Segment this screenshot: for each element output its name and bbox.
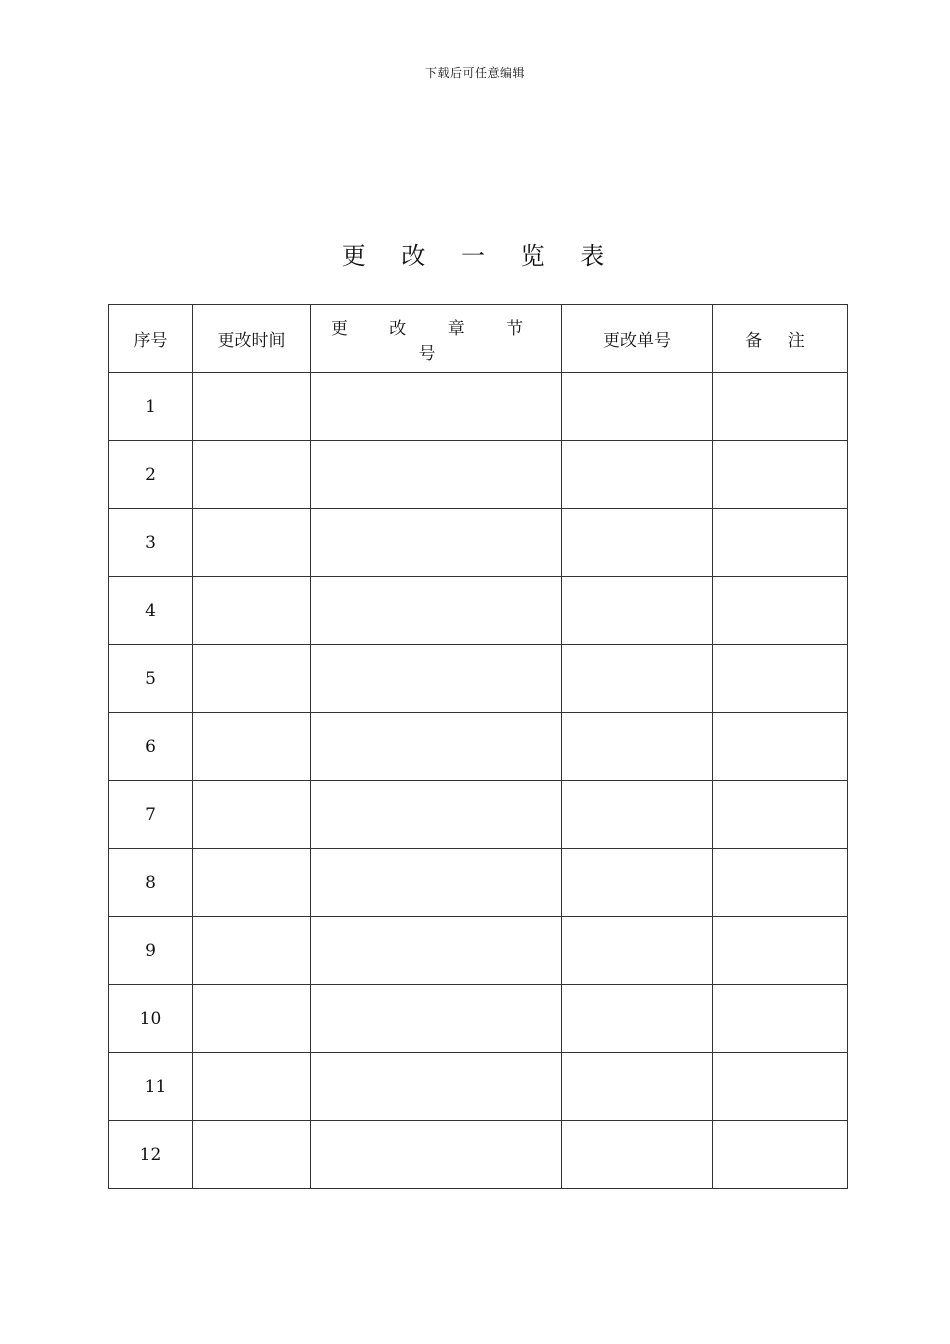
table-row: [109, 1053, 848, 1121]
cell-change-time[interactable]: [193, 373, 311, 441]
cell-change-time[interactable]: [193, 577, 311, 645]
cell-change-section[interactable]: [311, 373, 562, 441]
row-seq: 1: [109, 373, 193, 441]
page-title: 更 改 一 览 表: [341, 242, 619, 270]
row-seq: 2: [109, 441, 193, 509]
header-seq: 序号: [109, 305, 193, 373]
table-row: [109, 713, 848, 781]
row-seq: 5: [109, 645, 193, 713]
cell-change-time[interactable]: [193, 849, 311, 917]
table-row: [109, 849, 848, 917]
cell-change-time[interactable]: [193, 713, 311, 781]
cell-change-time[interactable]: [193, 917, 311, 985]
cell-change-section[interactable]: [311, 1053, 562, 1121]
cell-change-section[interactable]: [311, 509, 562, 577]
cell-change-order-no[interactable]: [562, 441, 713, 509]
cell-remarks[interactable]: [713, 1053, 848, 1121]
cell-change-time[interactable]: [193, 1053, 311, 1121]
cell-change-order-no[interactable]: [562, 985, 713, 1053]
header-change-time: 更改时间: [193, 305, 311, 373]
cell-change-section[interactable]: [311, 577, 562, 645]
cell-change-order-no[interactable]: [562, 1121, 713, 1189]
header-change-section: 更 改 章 节 号: [311, 305, 562, 373]
cell-change-time[interactable]: [193, 645, 311, 713]
cell-change-order-no[interactable]: [562, 577, 713, 645]
row-seq: 3: [109, 509, 193, 577]
row-seq: 4: [109, 577, 193, 645]
cell-change-section[interactable]: [311, 781, 562, 849]
cell-change-order-no[interactable]: [562, 781, 713, 849]
cell-remarks[interactable]: [713, 781, 848, 849]
header-note: 下载后可任意编辑: [424, 66, 525, 80]
cell-remarks[interactable]: [713, 645, 848, 713]
table-row: [109, 985, 848, 1053]
row-seq: 8: [109, 849, 193, 917]
table-row: [109, 441, 848, 509]
table-row: [109, 781, 848, 849]
cell-change-order-no[interactable]: [562, 917, 713, 985]
cell-change-section[interactable]: [311, 917, 562, 985]
change-log-table: [108, 304, 848, 1189]
cell-change-order-no[interactable]: [562, 373, 713, 441]
row-seq: 12: [109, 1121, 193, 1189]
header-remarks: 备 注: [713, 305, 848, 373]
table-row: [109, 1121, 848, 1189]
table-header-row: [109, 305, 848, 373]
cell-change-order-no[interactable]: [562, 509, 713, 577]
cell-change-section[interactable]: [311, 1121, 562, 1189]
row-seq: 9: [109, 917, 193, 985]
cell-change-section[interactable]: [311, 985, 562, 1053]
cell-change-order-no[interactable]: [562, 1053, 713, 1121]
cell-change-section[interactable]: [311, 713, 562, 781]
table-row: [109, 509, 848, 577]
cell-remarks[interactable]: [713, 849, 848, 917]
table-row: [109, 577, 848, 645]
cell-change-time[interactable]: [193, 781, 311, 849]
cell-remarks[interactable]: [713, 1121, 848, 1189]
cell-remarks[interactable]: [713, 577, 848, 645]
cell-change-time[interactable]: [193, 985, 311, 1053]
cell-remarks[interactable]: [713, 713, 848, 781]
cell-change-time[interactable]: [193, 441, 311, 509]
table-row: [109, 645, 848, 713]
cell-remarks[interactable]: [713, 441, 848, 509]
cell-change-section[interactable]: [311, 441, 562, 509]
cell-change-section[interactable]: [311, 849, 562, 917]
table-row: [109, 917, 848, 985]
table-row: [109, 373, 848, 441]
row-seq: 6: [109, 713, 193, 781]
cell-change-order-no[interactable]: [562, 713, 713, 781]
cell-remarks[interactable]: [713, 509, 848, 577]
cell-change-section[interactable]: [311, 645, 562, 713]
cell-change-order-no[interactable]: [562, 645, 713, 713]
header-change-order-no: 更改单号: [562, 305, 713, 373]
cell-remarks[interactable]: [713, 985, 848, 1053]
cell-change-order-no[interactable]: [562, 849, 713, 917]
row-seq: 7: [109, 781, 193, 849]
cell-remarks[interactable]: [713, 917, 848, 985]
cell-change-time[interactable]: [193, 1121, 311, 1189]
row-seq: 11: [109, 1053, 193, 1121]
cell-change-time[interactable]: [193, 509, 311, 577]
row-seq: 10: [109, 985, 193, 1053]
cell-remarks[interactable]: [713, 373, 848, 441]
